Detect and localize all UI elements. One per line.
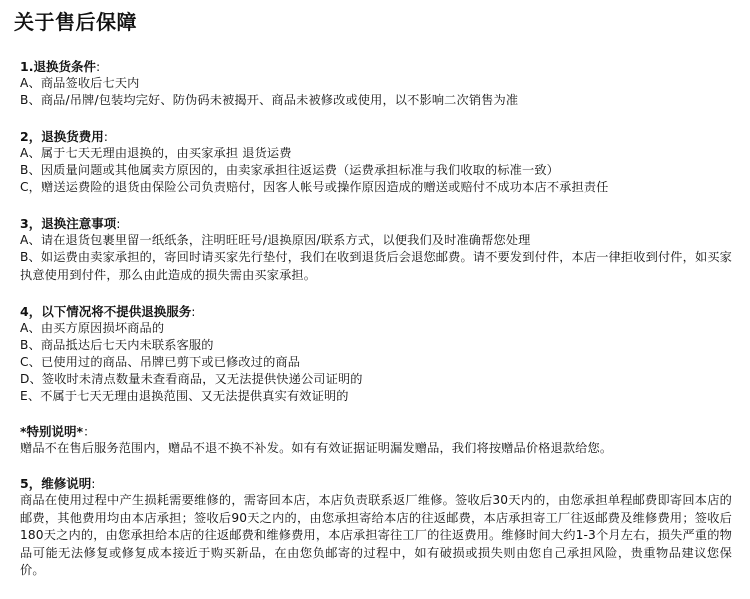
section-number: 2，	[20, 129, 42, 144]
list-item: A、请在退货包裹里留一纸纸条，注明旺旺号/退换原因/联系方式，以便我们及时准确帮您处理	[20, 233, 531, 247]
section-heading	[20, 128, 736, 145]
list-item: A、由买方原因损坏商品的	[20, 321, 165, 335]
list-item: B、商品/吊牌/包装均完好、防伪码未被揭开、商品未被修改或使用，以不影响二次销售为准	[20, 93, 519, 107]
section-heading-text: 退换货费用	[41, 129, 104, 144]
section-heading-colon: :	[191, 304, 196, 319]
list-item: C、已使用过的商品、吊牌已剪下或已修改过的商品	[20, 355, 301, 369]
section-heading	[20, 58, 736, 75]
section-heading-colon: ：	[83, 424, 96, 439]
section-return-conditions	[20, 58, 736, 109]
section-number: 5，	[20, 476, 42, 491]
section-heading	[20, 475, 736, 492]
section-heading-colon: :	[91, 476, 96, 491]
section-heading-colon: :	[103, 129, 108, 144]
section-return-notes	[20, 215, 736, 284]
list-item: E、不属于七天无理由退换范围、又无法提供真实有效证明的	[20, 389, 349, 403]
list-item-paragraph: B、如运费由卖家承担的，寄回时请买家先行垫付，我们在收到退货后会退您邮费。请不要发到付件，本店一律拒收到付件，如买家执意使用到付件，那么由此造成的损失需由买家承担。	[20, 250, 732, 282]
list-item: B、因质量问题或其他属卖方原因的，由卖家承担往返运费（运费承担标准与我们收取的标准一致）	[20, 163, 560, 177]
section-heading-text: *特别说明*	[20, 424, 84, 439]
section-heading	[20, 423, 736, 440]
section-heading-text: 退换注意事项	[41, 216, 117, 231]
list-item: A、商品签收后七天内	[20, 76, 140, 90]
repair-paragraph: 商品在使用过程中产生损耗需要维修的，需寄回本店，本店负责联系返厂维修。签收后30天内的，由您承担单程邮费即寄回本店的邮费，其他费用均由本店承担；签收后90天之内的，由您承担寄给本店的往返邮费，本店承担寄工厂往返邮费及维修费用；签收后180天之内的，由您承担给本店的往返邮费和维修费用，本店承担寄往工厂的往返费用。维修时间大约1-3个月左右，损失严重的物品可能无法修复或修复成本接近于购买新品，在由您负邮寄的过程中，如有破损或损失则由您自己承担风险，贵重物品建议您保价。	[20, 493, 732, 577]
section-special-note	[20, 423, 736, 457]
section-heading-text: 退换货条件	[33, 59, 96, 74]
section-number: 3，	[20, 216, 42, 231]
section-heading-text: 以下情况将不提供退换服务	[41, 304, 192, 319]
section-heading-text: 维修说明	[41, 476, 92, 491]
list-item: D、签收时未清点数量未查看商品，又无法提供快递公司证明的	[20, 372, 363, 386]
section-heading	[20, 303, 736, 320]
page-title: 关于售后保障	[14, 10, 137, 34]
list-item: B、商品抵达后七天内未联系客服的	[20, 338, 214, 352]
section-no-return-cases	[20, 303, 736, 405]
section-heading-colon: :	[95, 59, 101, 74]
section-heading	[20, 215, 736, 232]
list-item: 赠品不在售后服务范围内，赠品不退不换不补发。如有有效证据证明漏发赠品，我们将按赠品价格退款给您。	[20, 441, 613, 455]
section-number: 1.	[20, 59, 34, 74]
section-number: 4，	[20, 304, 42, 319]
list-item: C，赠送运费险的退货由保险公司负责赔付，因客人帐号或操作原因造成的赠送或赔付不成功本店不承担责任	[20, 180, 609, 194]
section-repair-info	[20, 475, 736, 580]
section-heading-colon: :	[116, 216, 121, 231]
list-item: A、属于七天无理由退换的，由买家承担 退货运费	[20, 146, 292, 160]
section-return-fees	[20, 128, 736, 196]
